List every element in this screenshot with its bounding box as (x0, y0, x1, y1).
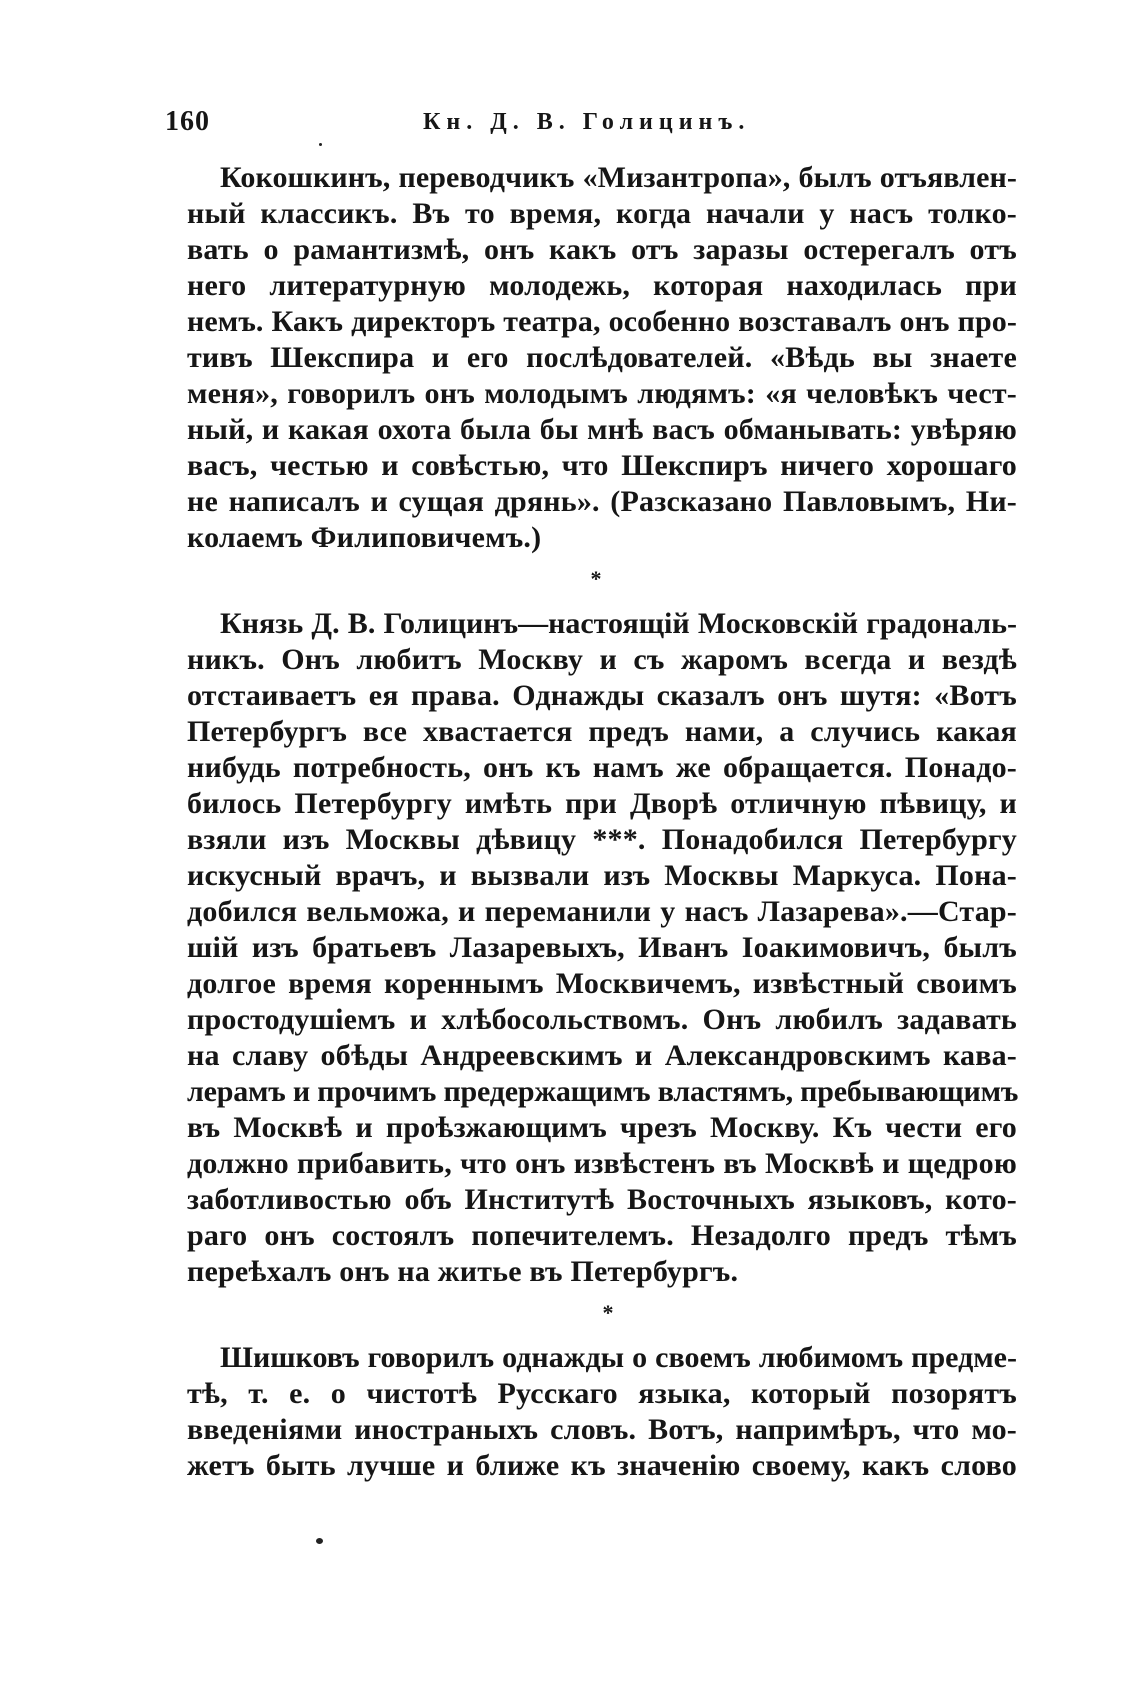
section-separator: * (590, 566, 602, 591)
text-line: въ Москвѣ и проѣзжающимъ чрезъ Москву. Къ чести его (187, 1111, 1017, 1144)
text-line: долгое время кореннымъ Москвичемъ, извѣстный своимъ (187, 967, 1017, 1000)
text-line: Шишковъ говорилъ однажды о своемъ любимомъ предме- (220, 1341, 1017, 1374)
text-line: васъ, честью и совѣстью, что Шекспиръ ничего хорошаго (187, 449, 1017, 482)
text-line: жетъ быть лучше и ближе къ значенію своему, какъ слово (187, 1449, 1017, 1482)
text-line: нибудь потребность, онъ къ намъ же обращается. Понадо- (187, 751, 1017, 784)
text-line: отстаиваетъ ея права. Однажды сказалъ онъ шутя: «Вотъ (187, 679, 1017, 712)
text-line: не написалъ и сущая дрянь». (Разсказано Павловымъ, Ни- (187, 485, 1017, 518)
page-number: 160 (165, 106, 210, 137)
text-line: никъ. Онъ любитъ Москву и съ жаромъ всегда и вездѣ (187, 643, 1017, 676)
text-line: него литературную молодежь, которая находилась при (187, 269, 1017, 302)
text-line: простодушіемъ и хлѣбосольствомъ. Онъ любилъ задавать (187, 1003, 1017, 1036)
text-line: должно прибавить, что онъ извѣстенъ въ Москвѣ и щедрою (187, 1147, 1017, 1180)
section-separator: * (602, 1300, 614, 1325)
text-line: Кокошкинъ, переводчикъ «Мизантропа», былъ отъявлен- (220, 161, 1017, 194)
text-line: колаемъ Филиповичемъ.) (187, 521, 542, 554)
text-line: Петербургъ все хвастается предъ нами, а случись какая (187, 715, 1017, 748)
running-title: Кн. Д. В. Голицинъ. (423, 109, 751, 135)
text-line: лерамъ и прочимъ предержащимъ властямъ, пребывающимъ (187, 1075, 1019, 1108)
print-speck (319, 143, 322, 146)
text-line: на славу обѣды Андреевскимъ и Александровскимъ кава- (187, 1039, 1017, 1072)
page-header (165, 106, 765, 146)
text-line: переѣхалъ онъ на житье въ Петербургъ. (187, 1255, 739, 1288)
text-line: Князь Д. В. Голицинъ—настоящій Московскій градональ- (220, 607, 1017, 640)
text-line: билось Петербургу имѣть при Дворѣ отличную пѣвицу, и (187, 787, 1017, 820)
text-line: тивъ Шекспира и его послѣдователей. «Вѣдь вы знаете (187, 341, 1017, 374)
text-line: шій изъ братьевъ Лазаревыхъ, Иванъ Іоакимовичъ, былъ (187, 931, 1017, 964)
text-line: меня», говорилъ онъ молодымъ людямъ: «я человѣкъ чест- (187, 377, 1017, 410)
text-line: введеніями иностраныхъ словъ. Вотъ, напримѣръ, что мо- (187, 1413, 1017, 1446)
text-line: взяли изъ Москвы дѣвицу ***. Понадобился Петербургу (187, 823, 1017, 856)
text-line: ный, и какая охота была бы мнѣ васъ обманывать: увѣряю (187, 413, 1017, 446)
text-line: ный классикъ. Въ то время, когда начали у насъ толко- (187, 197, 1017, 230)
print-speck (316, 1538, 323, 1544)
text-line: немъ. Какъ директоръ театра, особенно возставалъ онъ про- (187, 305, 1017, 338)
text-line: искусный врачъ, и вызвали изъ Москвы Маркуса. Пона- (187, 859, 1017, 892)
text-line: добился вельможа, и переманили у насъ Лазарева».—Стар- (187, 895, 1017, 928)
text-line: раго онъ состоялъ попечителемъ. Незадолго предъ тѣмъ (187, 1219, 1017, 1252)
text-line: заботливостью объ Институтѣ Восточныхъ языковъ, кото- (187, 1183, 1017, 1216)
text-line: тѣ, т. е. о чистотѣ Русскаго языка, который позорятъ (187, 1377, 1017, 1410)
text-line: вать о рамантизмѣ, онъ какъ отъ заразы остерегалъ отъ (187, 233, 1017, 266)
